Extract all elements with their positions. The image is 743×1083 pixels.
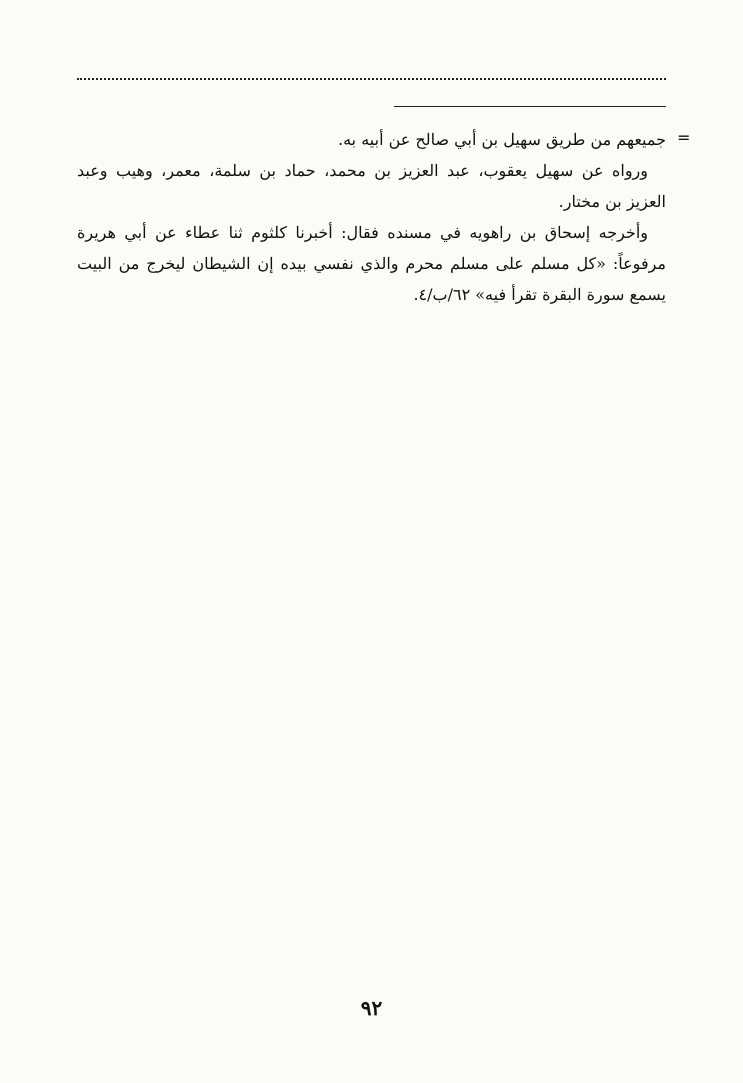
footnote-paragraph: جميعهم من طريق سهيل بن أبي صالح عن أبيه به. [338,130,666,149]
footnote-paragraph: وأخرجه إسحاق بن راهويه في مسنده فقال: أخبرنا كلثوم ثنا عطاء عن أبي هريرة مرفوعاً: «كل مسلم على مسلم محرم والذي نفسي بيده إن الشيطان ليخرج من البيت يسمع سورة البقرة تقرأ فيه» ٦٢/ب/٤. [77,223,666,304]
footnote-separator-line [394,106,666,107]
page-number: ٩٢ [360,996,383,1020]
continuation-mark: = [677,128,691,147]
footnote-block [77,124,666,310]
footnote-paragraph: ورواه عن سهيل يعقوب، عبد العزيز بن محمد، حماد بن سلمة، معمر، وهيب وعبد العزيز بن مختار. [77,161,666,211]
footnote-separator-dotted [77,78,666,80]
